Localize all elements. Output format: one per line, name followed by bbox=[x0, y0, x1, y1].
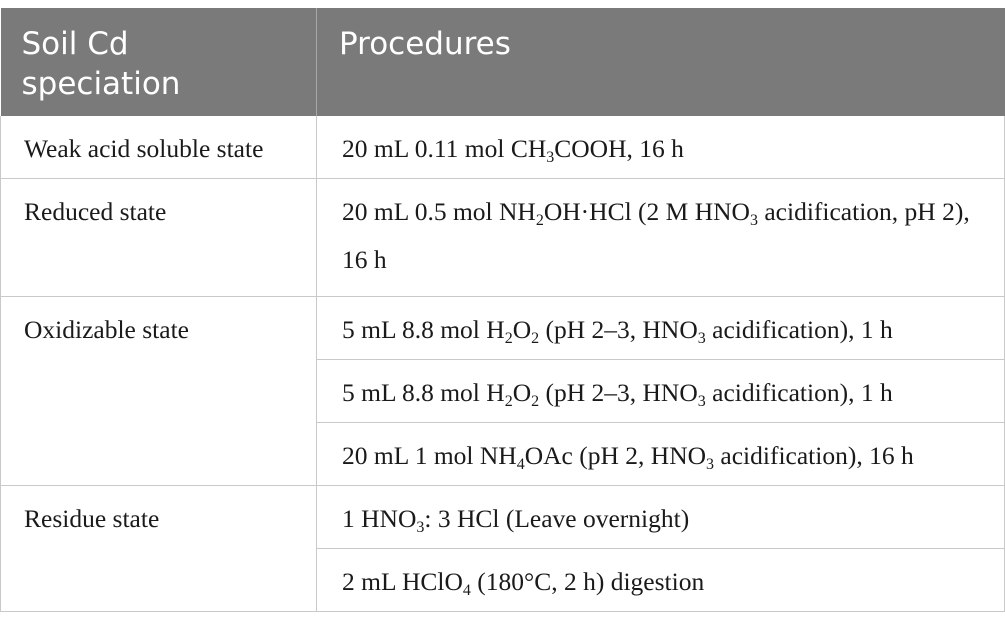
subscript-text: 3 bbox=[546, 149, 555, 166]
procedure-text: (pH 2–3, HNO bbox=[539, 315, 698, 344]
subscript-text: 4 bbox=[462, 582, 471, 599]
header-speciation-line2: speciation bbox=[21, 66, 181, 102]
table-row bbox=[1, 486, 1005, 549]
subscript-text: 4 bbox=[516, 456, 525, 473]
procedure-text: (pH 2–3, HNO bbox=[539, 378, 698, 407]
table-header bbox=[1, 8, 1005, 116]
subscript-text: 3 bbox=[749, 212, 758, 229]
procedure-cell bbox=[317, 423, 1005, 486]
header-speciation bbox=[1, 8, 317, 116]
procedure-text: 5 mL 8.8 mol H bbox=[342, 378, 505, 407]
procedure-text: 20 mL 0.5 mol NH bbox=[342, 197, 536, 226]
procedure-text: acidification), 16 h bbox=[714, 441, 914, 470]
procedure-text: 1 HNO bbox=[342, 504, 417, 533]
procedure-text: acidification), 1 h bbox=[705, 378, 893, 407]
procedure-text: OH·HCl (2 M HNO bbox=[543, 197, 750, 226]
speciation-cell: Reduced state bbox=[1, 179, 317, 297]
subscript-text: 3 bbox=[697, 393, 706, 410]
speciation-cell: Weak acid soluble state bbox=[1, 116, 317, 179]
table-row bbox=[1, 179, 1005, 297]
procedure-text: COOH, 16 h bbox=[554, 134, 684, 163]
procedure-text: OAc (pH 2, HNO bbox=[524, 441, 707, 470]
procedure-text: O bbox=[512, 378, 532, 407]
subscript-text: 3 bbox=[416, 519, 425, 536]
subscript-text: 3 bbox=[706, 456, 715, 473]
procedure-cell bbox=[317, 360, 1005, 423]
table-row bbox=[1, 297, 1005, 360]
procedure-text: 20 mL 0.11 mol CH bbox=[342, 134, 547, 163]
procedure-cell bbox=[317, 486, 1005, 549]
procedure-text: acidification, pH 2), 16 h bbox=[342, 197, 970, 274]
table-row bbox=[1, 116, 1005, 179]
subscript-text: 2 bbox=[531, 330, 540, 347]
subscript-text: 2 bbox=[531, 393, 540, 410]
procedure-cell bbox=[317, 179, 1005, 297]
subscript-text: 2 bbox=[504, 393, 513, 410]
procedure-text: : 3 HCl (Leave overnight) bbox=[424, 504, 690, 533]
speciation-cell: Oxidizable state bbox=[1, 297, 317, 486]
header-speciation-line1: Soil Cd bbox=[21, 26, 129, 62]
procedure-text: 20 mL 1 mol NH bbox=[342, 441, 517, 470]
subscript-text: 2 bbox=[504, 330, 513, 347]
header-procedures: Procedures bbox=[317, 8, 1005, 116]
subscript-text: 2 bbox=[535, 212, 544, 229]
subscript-text: 3 bbox=[697, 330, 706, 347]
procedure-text: O bbox=[512, 315, 532, 344]
procedure-text: 5 mL 8.8 mol H bbox=[342, 315, 505, 344]
procedure-text: acidification), 1 h bbox=[705, 315, 893, 344]
procedure-cell bbox=[317, 116, 1005, 179]
procedure-text: 2 mL HClO bbox=[342, 567, 463, 596]
procedure-cell bbox=[317, 297, 1005, 360]
speciation-cell: Residue state bbox=[1, 486, 317, 612]
procedure-text: (180°C, 2 h) digestion bbox=[470, 567, 705, 596]
procedure-cell bbox=[317, 549, 1005, 612]
cd-speciation-table bbox=[0, 8, 1005, 612]
